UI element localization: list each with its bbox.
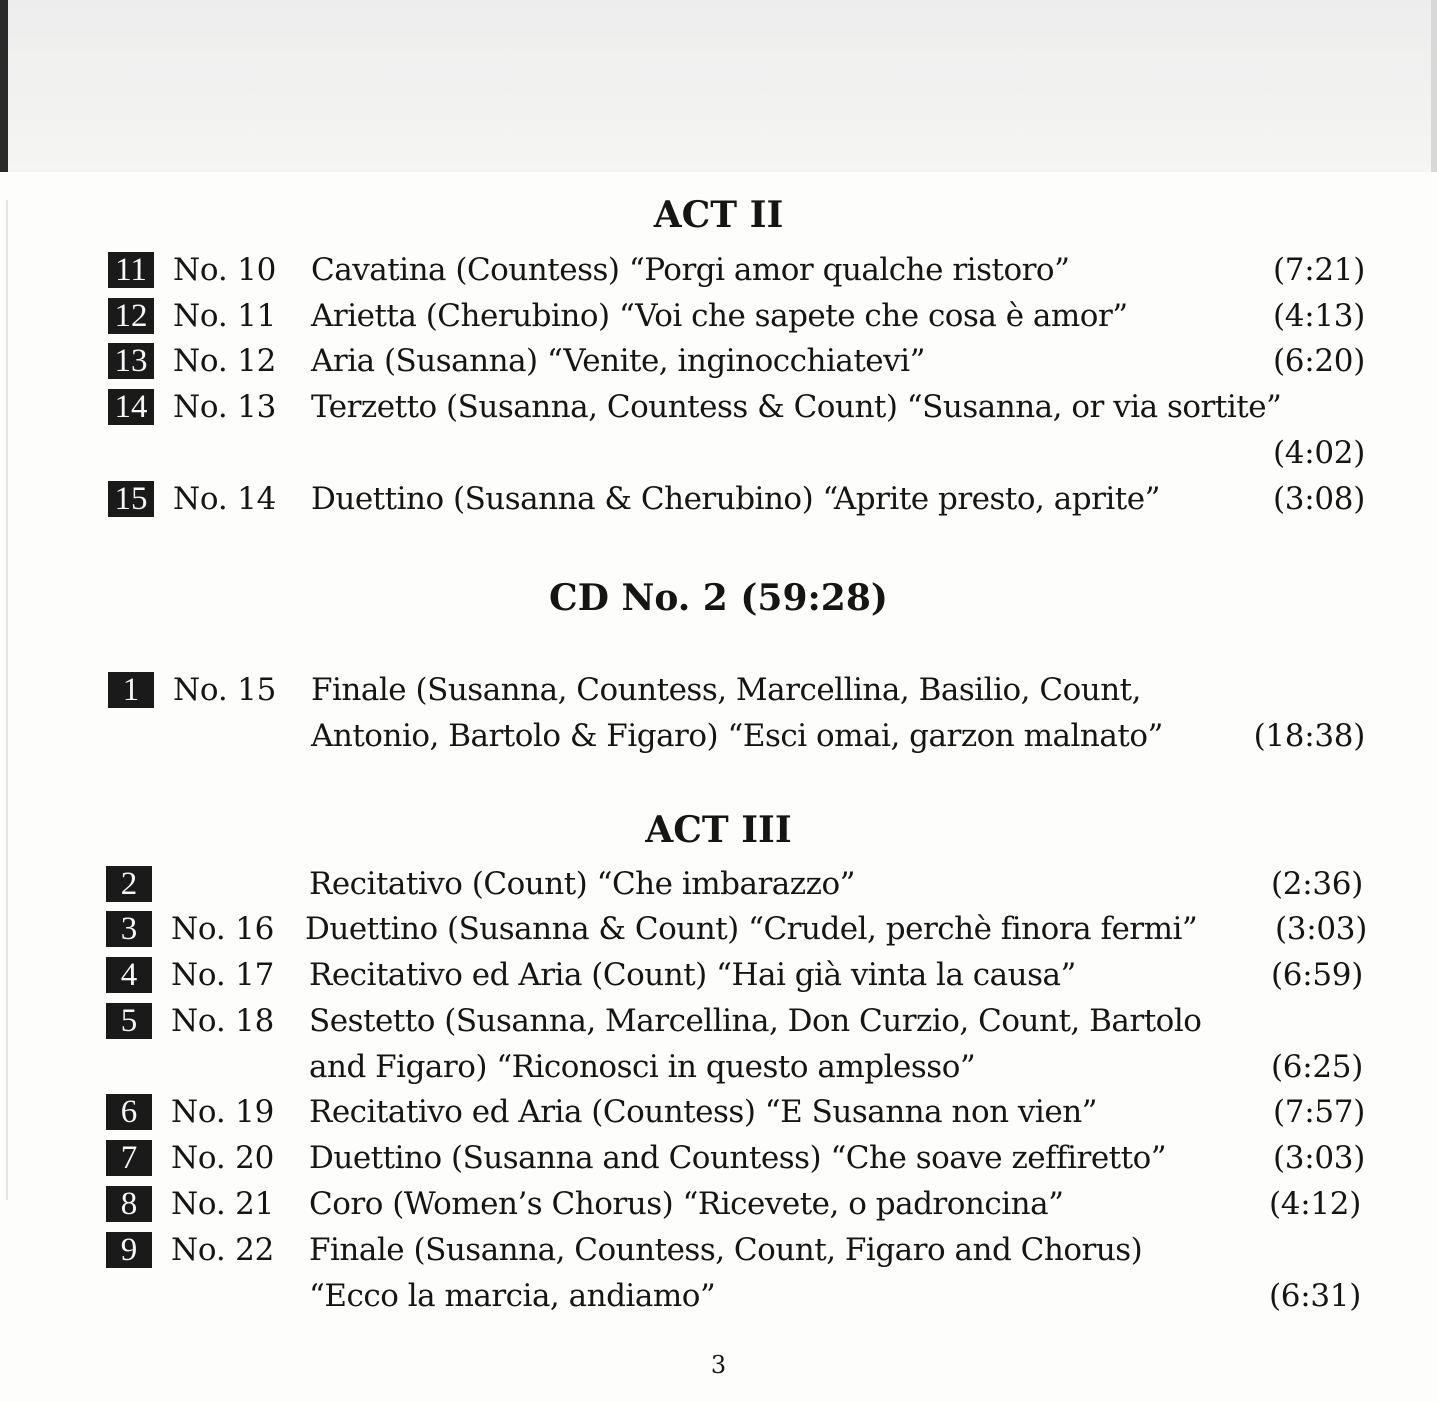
piece-number: No. 19 <box>171 1094 275 1130</box>
track-number-badge: 4 <box>106 957 152 993</box>
track-number-badge: 11 <box>108 252 154 288</box>
track-number-badge: 6 <box>106 1094 152 1130</box>
track-title: Recitativo (Count) “Che imbarazzo” <box>309 866 855 902</box>
track-title: Coro (Women’s Chorus) “Ricevete, o padroncina” <box>309 1186 1064 1222</box>
page-number: 3 <box>710 1351 727 1379</box>
track-number-badge: 5 <box>106 1003 152 1039</box>
piece-number: No. 22 <box>171 1232 275 1268</box>
track-duration: (4:02) <box>1272 435 1365 471</box>
track-number-badge: 2 <box>106 866 152 902</box>
track-duration: (6:31) <box>1268 1278 1361 1314</box>
cd-2-heading: CD No. 2 (59:28) <box>549 577 888 619</box>
track-duration: (18:38) <box>1253 718 1365 754</box>
left-scan-edge <box>0 0 8 172</box>
track-number-badge: 3 <box>106 911 152 947</box>
track-number-badge: 13 <box>108 343 154 379</box>
track-title: Cavatina (Countess) “Porgi amor qualche ristoro” <box>311 252 1070 288</box>
page-top-shadow <box>0 0 1437 172</box>
track-number-badge: 9 <box>106 1232 152 1268</box>
track-duration: (3:03) <box>1274 911 1367 947</box>
track-title: Aria (Susanna) “Venite, inginocchiatevi” <box>311 343 925 379</box>
track-title: Duettino (Susanna & Count) “Crudel, perchè finora fermi” <box>305 911 1198 947</box>
track-number-badge: 1 <box>108 672 154 708</box>
piece-number: No. 13 <box>173 389 277 425</box>
track-duration: (7:21) <box>1272 252 1365 288</box>
piece-number: No. 17 <box>171 957 275 993</box>
track-duration: (4:13) <box>1272 298 1365 334</box>
track-number-badge: 8 <box>106 1186 152 1222</box>
track-title: Terzetto (Susanna, Countess & Count) “Susanna, or via sortite” <box>311 389 1282 425</box>
track-duration: (6:20) <box>1272 343 1365 379</box>
right-scan-edge <box>1431 0 1437 172</box>
track-title-continued: “Ecco la marcia, andiamo” <box>309 1278 716 1314</box>
act-iii-heading: ACT III <box>645 809 792 851</box>
track-title: Recitativo ed Aria (Countess) “E Susanna non vien” <box>309 1094 1098 1130</box>
track-number-badge: 15 <box>108 481 154 517</box>
track-duration: (3:03) <box>1272 1140 1365 1176</box>
track-title-continued: and Figaro) “Riconosci in questo amplesso” <box>309 1049 976 1085</box>
act-ii-heading: ACT II <box>653 194 784 236</box>
track-title: Recitativo ed Aria (Count) “Hai già vinta la causa” <box>309 957 1076 993</box>
track-duration: (6:59) <box>1270 957 1363 993</box>
piece-number: No. 12 <box>173 343 277 379</box>
track-title: Duettino (Susanna & Cherubino) “Aprite presto, aprite” <box>311 481 1160 517</box>
track-number-badge: 14 <box>108 389 154 425</box>
piece-number: No. 20 <box>171 1140 275 1176</box>
track-title: Duettino (Susanna and Countess) “Che soave zeffiretto” <box>309 1140 1167 1176</box>
track-duration: (4:12) <box>1268 1186 1361 1222</box>
track-duration: (7:57) <box>1272 1094 1365 1130</box>
track-title: Sestetto (Susanna, Marcellina, Don Curzio, Count, Bartolo <box>309 1003 1202 1039</box>
piece-number: No. 14 <box>173 481 277 517</box>
track-number-badge: 12 <box>108 298 154 334</box>
piece-number: No. 21 <box>171 1186 275 1222</box>
track-title: Finale (Susanna, Countess, Count, Figaro and Chorus) <box>309 1232 1143 1268</box>
piece-number: No. 15 <box>173 672 277 708</box>
piece-number: No. 10 <box>173 252 277 288</box>
track-number-badge: 7 <box>106 1140 152 1176</box>
track-duration: (6:25) <box>1270 1049 1363 1085</box>
track-duration: (3:08) <box>1272 481 1365 517</box>
piece-number: No. 11 <box>173 298 277 334</box>
piece-number: No. 18 <box>171 1003 275 1039</box>
track-title: Arietta (Cherubino) “Voi che sapete che cosa è amor” <box>311 298 1128 334</box>
track-duration: (2:36) <box>1270 866 1363 902</box>
piece-number: No. 16 <box>171 911 275 947</box>
track-title: Finale (Susanna, Countess, Marcellina, Basilio, Count, <box>311 672 1141 708</box>
booklet-binding-line <box>6 200 8 1200</box>
track-title-continued: Antonio, Bartolo & Figaro) “Esci omai, garzon malnato” <box>311 718 1163 754</box>
